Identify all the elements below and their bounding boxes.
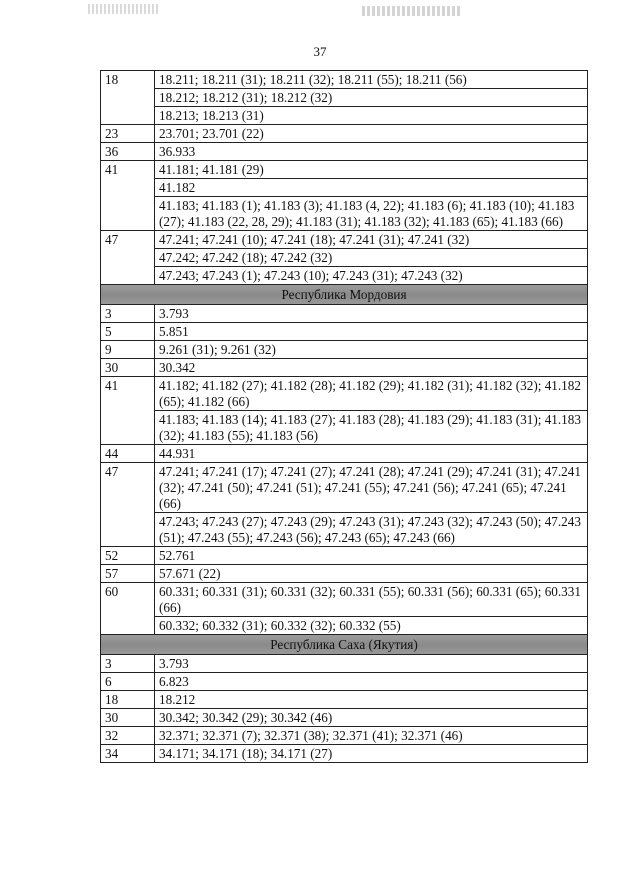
code-list-cell: 18.212; 18.212 (31); 18.212 (32) [155, 89, 588, 107]
code-list-cell: 9.261 (31); 9.261 (32) [155, 341, 588, 359]
code-list-cell: 41.183; 41.183 (14); 41.183 (27); 41.183 (28); 41.183 (29); 41.183 (31); 41.183 (32); 41.183 (55); 41.183 (56) [155, 411, 588, 445]
code-list-cell: 3.793 [155, 305, 588, 323]
table-row [101, 727, 588, 745]
table-row [101, 107, 588, 125]
code-list-cell: 47.243; 47.243 (1); 47.243 (10); 47.243 (31); 47.243 (32) [155, 267, 588, 285]
section-code: 52 [101, 547, 155, 565]
code-list-cell: 41.182; 41.182 (27); 41.182 (28); 41.182 (29); 41.182 (31); 41.182 (32); 41.182 (65); 41.182 (66) [155, 377, 588, 411]
code-list-cell: 47.241; 47.241 (17); 47.241 (27); 47.241 (28); 47.241 (29); 47.241 (31); 47.241 (32); 47.241 (50); 47.241 (51); 47.241 (55); 47.241 (56); 47.241 (65); 47.241 (66) [155, 463, 588, 513]
region-header-row [101, 285, 588, 305]
code-list-cell: 18.213; 18.213 (31) [155, 107, 588, 125]
section-code: 36 [101, 143, 155, 161]
section-code: 57 [101, 565, 155, 583]
section-code: 3 [101, 305, 155, 323]
section-code: 3 [101, 655, 155, 673]
code-list-cell: 57.671 (22) [155, 565, 588, 583]
table-row [101, 445, 588, 463]
table-row [101, 197, 588, 231]
section-code: 34 [101, 745, 155, 763]
code-list-cell: 52.761 [155, 547, 588, 565]
region-name: Республика Мордовия [101, 285, 588, 305]
table-row [101, 231, 588, 249]
table-row [101, 71, 588, 89]
table-row [101, 323, 588, 341]
code-list-cell: 41.183; 41.183 (1); 41.183 (3); 41.183 (4, 22); 41.183 (6); 41.183 (10); 41.183 (27); 41.183 (22, 28, 29); 41.183 (31); 41.183 (32); 41.183 (65); 41.183 (66) [155, 197, 588, 231]
code-list-cell: 47.241; 47.241 (10); 47.241 (18); 47.241 (31); 47.241 (32) [155, 231, 588, 249]
code-list-cell: 41.182 [155, 179, 588, 197]
section-code: 47 [101, 463, 155, 547]
region-header-row [101, 635, 588, 655]
table-row [101, 305, 588, 323]
code-list-cell: 60.332; 60.332 (31); 60.332 (32); 60.332 (55) [155, 617, 588, 635]
code-list-cell: 36.933 [155, 143, 588, 161]
section-code: 32 [101, 727, 155, 745]
code-list-cell: 18.212 [155, 691, 588, 709]
table-row [101, 249, 588, 267]
section-code: 6 [101, 673, 155, 691]
table-row [101, 709, 588, 727]
code-list-cell: 30.342 [155, 359, 588, 377]
table-row [101, 513, 588, 547]
scan-artifact [362, 6, 462, 16]
table-row [101, 655, 588, 673]
table-row [101, 377, 588, 411]
table-row [101, 691, 588, 709]
code-list-cell: 18.211; 18.211 (31); 18.211 (32); 18.211 (55); 18.211 (56) [155, 71, 588, 89]
section-code: 41 [101, 377, 155, 445]
section-code: 9 [101, 341, 155, 359]
code-list-cell: 30.342; 30.342 (29); 30.342 (46) [155, 709, 588, 727]
code-list-cell: 44.931 [155, 445, 588, 463]
table-row [101, 89, 588, 107]
code-list-cell: 6.823 [155, 673, 588, 691]
section-code: 44 [101, 445, 155, 463]
section-code: 60 [101, 583, 155, 635]
section-code: 5 [101, 323, 155, 341]
table-row [101, 673, 588, 691]
table-row [101, 617, 588, 635]
table-row [101, 143, 588, 161]
section-code: 41 [101, 161, 155, 231]
table-row [101, 411, 588, 445]
section-code: 18 [101, 691, 155, 709]
code-list-cell: 32.371; 32.371 (7); 32.371 (38); 32.371 (41); 32.371 (46) [155, 727, 588, 745]
table-row [101, 179, 588, 197]
code-list-cell: 3.793 [155, 655, 588, 673]
table-row [101, 125, 588, 143]
table-row [101, 267, 588, 285]
table-row [101, 161, 588, 179]
table-row [101, 745, 588, 763]
section-code: 18 [101, 71, 155, 125]
region-name: Республика Саха (Якутия) [101, 635, 588, 655]
section-code: 23 [101, 125, 155, 143]
table-row [101, 583, 588, 617]
table-row [101, 547, 588, 565]
table-row [101, 341, 588, 359]
code-list-cell: 41.181; 41.181 (29) [155, 161, 588, 179]
page-number: 37 [313, 44, 327, 59]
section-code: 30 [101, 359, 155, 377]
code-list-cell: 47.243; 47.243 (27); 47.243 (29); 47.243 (31); 47.243 (32); 47.243 (50); 47.243 (51); 47.243 (55); 47.243 (56); 47.243 (65); 47.243 (66) [155, 513, 588, 547]
code-list-cell: 47.242; 47.242 (18); 47.242 (32) [155, 249, 588, 267]
table-row [101, 463, 588, 513]
code-list-cell: 60.331; 60.331 (31); 60.331 (32); 60.331 (55); 60.331 (56); 60.331 (65); 60.331 (66) [155, 583, 588, 617]
section-code: 47 [101, 231, 155, 285]
table-row [101, 565, 588, 583]
code-list-cell: 5.851 [155, 323, 588, 341]
section-code: 30 [101, 709, 155, 727]
table-row [101, 359, 588, 377]
code-list-cell: 34.171; 34.171 (18); 34.171 (27) [155, 745, 588, 763]
classification-table [100, 70, 588, 763]
scan-artifact [88, 4, 158, 14]
code-list-cell: 23.701; 23.701 (22) [155, 125, 588, 143]
